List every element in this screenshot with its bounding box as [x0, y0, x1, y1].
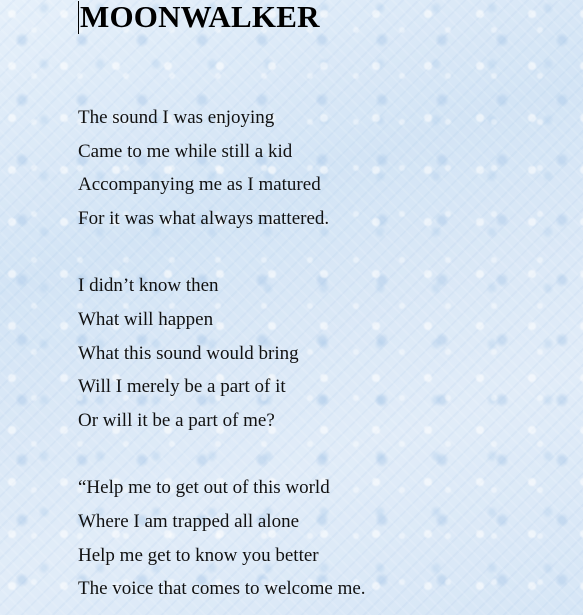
- stanza-1: [78, 104, 558, 238]
- poem-line: The voice that comes to welcome me.: [78, 578, 366, 600]
- poem-line: For it was what always mattered.: [78, 207, 330, 229]
- poem-line: What will happen: [78, 308, 214, 330]
- poem-line: Or will it be a part of me?: [78, 409, 275, 431]
- poem-line: Help me get to know you better: [78, 544, 319, 566]
- poem-line: Accompanying me as I matured: [78, 174, 321, 196]
- poem-title: MOONWALKER: [80, 0, 320, 34]
- poem-line: What this sound would bring: [78, 342, 299, 364]
- stanza-2: [78, 272, 558, 440]
- poem-line: The sound I was enjoying: [78, 107, 275, 128]
- poem-line: I didn’t know then: [78, 275, 219, 297]
- poem-body: [78, 104, 558, 615]
- stanza-3: [78, 474, 558, 608]
- poem-line: Came to me while still a kid: [78, 140, 293, 162]
- text-cursor: [78, 1, 79, 34]
- poem-line: Will I merely be a part of it: [78, 376, 286, 398]
- poem-line: “Help me to get out of this world: [78, 477, 330, 499]
- poem-line: Where I am trapped all alone: [78, 510, 300, 532]
